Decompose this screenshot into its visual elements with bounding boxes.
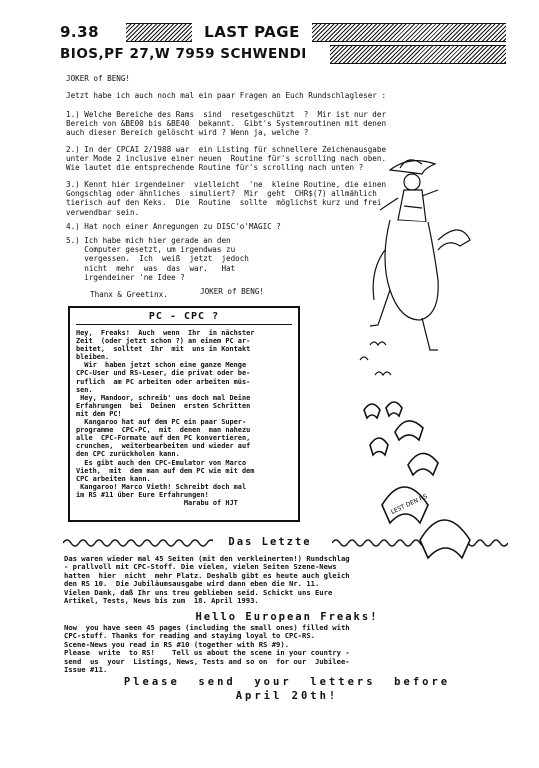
- horseshoe-signs: [364, 402, 470, 558]
- pc-cpc-box: [68, 306, 300, 522]
- sign-lettering: LEST DEN RS: [389, 492, 429, 516]
- final-line-1: Please send your letters before: [123, 676, 451, 688]
- pc-cpc-title: PC - CPC ?: [148, 311, 220, 322]
- hello-body: Now you have seen 45 pages (including the small ones) filled with CPC-stuff. Thanks for reading and staying loyal to CPC-RS. Scene-News you read in RS #10 (together with RS #9). Please write to RS! Tell us about the scene in your country - send us your Listings, News, Tests and so on for our Jubilee- Issue #11.: [64, 623, 350, 675]
- question-4: 4.) Hat noch einer Anregungen zu DISC'o'MAGIC ?: [66, 222, 281, 231]
- final-line-2: April 20th!: [235, 690, 339, 702]
- header-row-2: [60, 44, 506, 64]
- page-title: LAST PAGE: [204, 23, 300, 41]
- das-letzte-body: Das waren wieder mal 45 Seiten (mit den verkleinerten!) Rundschlag - prallvoll mit CPC-Stoff. Die vielen, vielen Seiten Szene-News hatten hier nicht mehr Platz. Deshalb gibt es heute auch gleich den RS 10. Die Jubiläumsausgabe wird dann eben die Nr. 11. Vielen Dank, daß Ihr uns treu geblieben seid. Schickt uns Eure Artikel, Tests, News bis zum 18. April 1993.: [64, 554, 350, 606]
- pc-cpc-body: Hey, Freaks! Auch wenn Ihr in nächster Zeit (oder jetzt schon ?) an einem PC ar- beitet, solltet Ihr mit uns in Kontakt bleiben. Wir haben jetzt schon eine ganze Menge CPC-User und RS-Leser, die privat oder be- ruflich am PC arbeiten oder arbeiten müs- sen. Hey, Mandoor, schreib' uns doch mal Deine Erfahrungen bei Deinen ersten Schritten mit dem PC! Kangaroo hat auf dem PC ein paar Super- programme CPC-PC, mit denen man nahezu alle CPC-Formate auf den PC konvertieren, crunchen, weiterbearbeiten und wieder auf den CPC zurückholen kann. Es gibt auch den CPC-Emulator von Marco Vieth, mit dem man auf dem PC wie mit dem CPC arbeiten kann. Kangaroo! Marco Vieth! Schreibt doch mal im RS #11 über Eure Erfahrungen! Marabu of HJT: [76, 329, 255, 507]
- hatch-bar: [312, 23, 506, 42]
- letter-intro: Jetzt habe ich auch noch mal ein paar Fragen an Euch Rundschlagleser :: [66, 91, 387, 100]
- question-3: 3.) Kennt hier irgendeiner vielleicht 'ne kleine Routine, die einen Gongschlag oder ähnliches simuliert? Mir geht CHR$(7) allmählich tierisch auf den Keks. Die Routine sollte möglichst kurz und frei verwendbar sein.: [66, 180, 387, 217]
- letter-signature: JOKER of BENG!: [200, 287, 265, 296]
- cowboy-cartoon-illustration: [330, 150, 510, 570]
- cowboy-figure: [360, 160, 470, 375]
- header-row-1: [60, 22, 506, 42]
- letter-salutation: JOKER of BENG!: [66, 74, 131, 83]
- wavy-separator-left: [63, 537, 213, 549]
- closing-greeting: Thanx & Greetinx.: [90, 290, 168, 299]
- question-1: 1.) Welche Bereiche des Rams sind resetgeschützt ? Mir ist nur der Bereich von &BE00 bis &BE40 bekannt. Gibt's Systemroutinen mit denen auch dieser Bereich gelöscht wird ? Wenn ja, welche ?: [66, 110, 387, 138]
- das-letzte-title: Das Letzte: [228, 536, 312, 548]
- question-5: 5.) Ich habe mich hier gerade an den Computer gesetzt, um irgendwas zu vergessen. Ich weiß jetzt jedoch nicht mehr was das war. Hat irgendeiner 'ne Idee ?: [66, 236, 249, 282]
- address: BIOS,PF 27,W 7959 SCHWENDI: [60, 46, 307, 62]
- page-number: 9.38: [60, 23, 100, 41]
- hatch-bar: [126, 23, 192, 42]
- hello-title: Hello European Freaks!: [195, 611, 379, 623]
- question-2: 2.) In der CPCAI 2/1988 war ein Listing für schnellere Zeichenausgabe unter Mode 2 inclusive einer neuen Routine für's scrolling nach oben. Wie lautet die entsprechende Routine für's scrolling nach unten ?: [66, 145, 387, 173]
- hatch-bar: [330, 45, 506, 64]
- title-underline: [76, 324, 292, 325]
